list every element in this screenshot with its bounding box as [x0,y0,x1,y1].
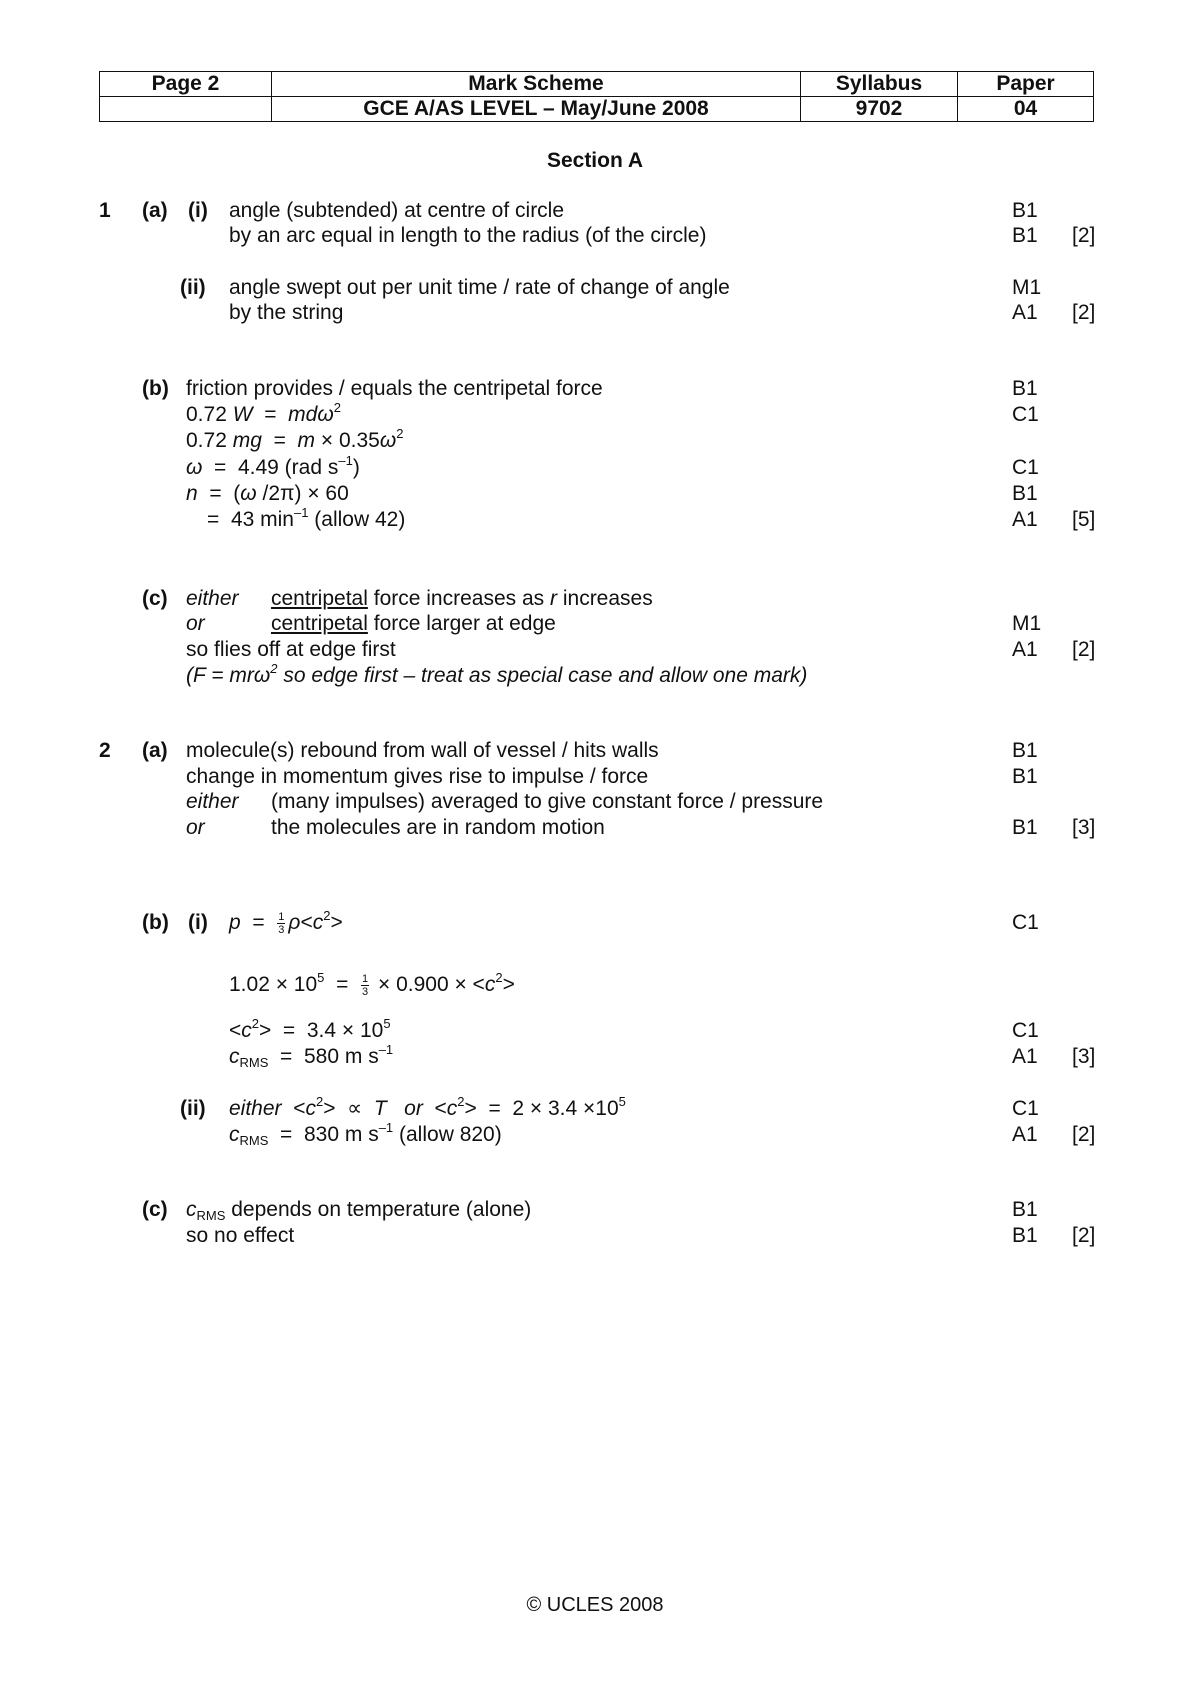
q2-b-i-label: (i) [188,911,208,934]
total-marks: [2] [1072,301,1096,324]
mark: B1 [1012,765,1038,788]
header-syllabus: Syllabus [801,72,958,97]
q2-c-line1: $c_{RMS}$ depends on temperature (alone) [186,1198,532,1223]
mark: M1 [1012,612,1042,635]
total-marks: [3] [1072,816,1096,839]
q1-b-label: (b) [142,377,169,400]
mark: A1 [1012,1123,1038,1146]
q2-a-line2: change in momentum gives rise to impulse / force [186,765,649,788]
q2-b-ii-crms: $c_{RMS} = 830$ m $s^{-1}$ (allow 820) [229,1120,502,1148]
q2-c-line2: so no effect [186,1224,295,1247]
q2-a-label: (a) [142,739,168,762]
total-marks: [2] [1072,1123,1096,1146]
q1-b-line1: friction provides / equals the centripetal force [186,377,603,400]
q2-a-line4: the molecules are in random motion [271,816,605,839]
mark: A1 [1012,1045,1038,1068]
q1-a-ii-label: (ii) [180,276,206,299]
total-marks: [5] [1072,508,1096,531]
q2-a-either: either [186,790,239,813]
q1-c-label: (c) [142,587,168,610]
mark: B1 [1012,482,1038,505]
mark: A1 [1012,638,1038,661]
q2-a-line1: molecule(s) rebound from wall of vessel / hits walls [186,739,659,762]
q1-c-line1: centripetal force increases as r increases [271,587,653,610]
q1-c-line2: centripetal force larger at edge [271,612,556,635]
total-marks: [2] [1072,638,1096,661]
header-exam: GCE A/AS LEVEL – May/June 2008 [272,97,801,122]
q2-number: 2 [99,739,111,762]
q2-b-ii-relation: either $<c^2> \propto T$ or $<c^2> = 2 \times 3.4 \times 10^5$ [229,1094,626,1120]
total-marks: [2] [1072,224,1096,247]
q2-b-i-mean-square: $<c^2> = 3.4 \times 10^5$ [229,1016,391,1042]
section-title: Section A [546,149,644,172]
q1-a-i-line1: angle (subtended) at centre of circle [229,199,565,222]
mark: B1 [1012,199,1038,222]
mark: B1 [1012,1198,1038,1221]
q1-b-n-value: = 43 $\min^{-1}$ (allow 42) [207,505,406,531]
q1-a-ii-line2: by the string [229,301,344,324]
mark: B1 [1012,1224,1038,1247]
header-table [99,71,1094,122]
q1-a-i-label: (i) [188,199,208,222]
q1-b-equation-2: 0.72 mg = $m \times 0.35\omega^2$ [186,426,404,452]
mark: B1 [1012,739,1038,762]
header-page: Page 2 [100,72,272,97]
mark: C1 [1012,403,1039,426]
q1-b-n-formula: n = (ω /2π) × 60 [186,482,349,505]
header-blank [100,97,272,122]
q1-c-line3: so flies off at edge first [186,638,396,661]
mark: B1 [1012,224,1038,247]
q2-b-i-crms: $c_{RMS} = 580$ m $s^{-1}$ [229,1042,394,1070]
q2-a-line3: (many impulses) averaged to give constant force / pressure [271,790,824,813]
header-syllabus-code: 9702 [801,97,958,122]
q2-b-ii-label: (ii) [180,1097,206,1120]
footer-copyright: © UCLES 2008 [526,1594,664,1616]
q1-c-either: either [186,587,239,610]
q1-a-ii-line1: angle swept out per unit time / rate of change of angle [229,276,730,299]
q1-a-i-line2: by an arc equal in length to the radius (of the circle) [229,224,707,247]
q1-a-label: (a) [142,199,168,222]
mark: M1 [1012,276,1042,299]
total-marks: [3] [1072,1045,1096,1068]
mark: C1 [1012,1097,1039,1120]
q1-b-omega: ω = 4.49 (rad $s^{-1}$) [186,453,360,479]
mark: B1 [1012,816,1038,839]
q2-b-i-substitution: $1.02 \times 10^5$ = $\frac{1}{3}$ × $0.900 \times <c^2>$ [229,970,515,998]
q2-b-i-formula: p = $\frac{1}{3}$ $\rho<c^2>$ [229,908,343,936]
mark: B1 [1012,377,1038,400]
q2-b-label: (b) [142,911,169,934]
q2-a-or: or [186,816,205,839]
total-marks: [2] [1072,1224,1096,1247]
q1-c-or: or [186,612,205,635]
header-paper-number: 04 [958,97,1094,122]
mark: A1 [1012,301,1038,324]
mark: C1 [1012,911,1039,934]
header-paper: Paper [958,72,1094,97]
q1-number: 1 [99,199,111,222]
mark: C1 [1012,456,1039,479]
q2-c-label: (c) [142,1198,168,1221]
header-title: Mark Scheme [272,72,801,97]
q1-b-equation-1: 0.72 W = mdω$^2$ [186,400,341,426]
mark: A1 [1012,508,1038,531]
q1-c-note: (F = mrω$^2$ so edge first – treat as special case and allow one mark) [186,661,808,687]
mark: C1 [1012,1019,1039,1042]
